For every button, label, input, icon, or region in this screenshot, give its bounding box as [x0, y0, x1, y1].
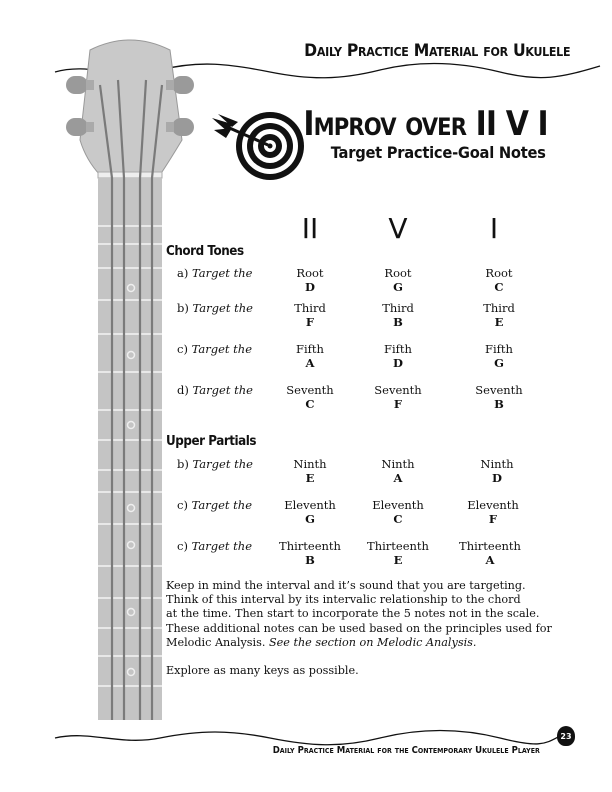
explore-note: Explore as many keys as possible. — [166, 664, 359, 677]
table-cell: Eleventh C — [372, 498, 424, 526]
table-cell: Thirteenth A — [459, 539, 521, 567]
table-cell: Fifth A — [296, 342, 324, 370]
column-header-i: I — [489, 212, 499, 245]
section-upper-partials: Upper Partials — [166, 434, 257, 449]
target-arrow-icon — [212, 112, 304, 180]
page-title: Improv over II V I — [303, 104, 548, 144]
table-cell: Seventh B — [475, 383, 523, 411]
table-cell: Thirteenth B — [279, 539, 341, 567]
column-header-ii: II — [301, 212, 319, 245]
table-cell: Thirteenth E — [367, 539, 429, 567]
header-title: Daily Practice Material for Ukulele — [303, 41, 570, 61]
row-label: c) Target the — [177, 498, 253, 512]
table-cell: Seventh C — [286, 383, 334, 411]
row-label: c) Target the — [177, 539, 253, 553]
page-number-badge: 23 — [557, 726, 575, 746]
table-cell: Ninth A — [381, 457, 415, 485]
row-label: b) Target the — [177, 301, 253, 315]
table-cell: Ninth E — [293, 457, 327, 485]
table-cell: Root C — [485, 266, 513, 294]
table-cell: Fifth G — [485, 342, 513, 370]
table-cell: Third B — [382, 301, 414, 329]
table-cell: Root D — [296, 266, 324, 294]
row-label: b) Target the — [177, 457, 253, 471]
table-cell: Third F — [294, 301, 326, 329]
page-subtitle: Target Practice-Goal Notes — [331, 143, 546, 162]
table-cell: Third E — [483, 301, 515, 329]
footer-title: Daily Practice Material for the Contemporary Ukulele Player — [272, 745, 540, 756]
row-label: c) Target the — [177, 342, 253, 356]
column-header-v: V — [388, 212, 408, 245]
table-cell: Eleventh F — [467, 498, 519, 526]
bottom-wave-divider — [55, 731, 560, 745]
section-chord-tones: Chord Tones — [166, 244, 244, 259]
row-label: d) Target the — [177, 383, 253, 397]
table-cell: Ninth D — [480, 457, 514, 485]
table-cell: Seventh F — [374, 383, 422, 411]
ukulele-headstock — [66, 40, 194, 175]
body-paragraph: Keep in mind the interval and it’s sound that you are targeting. Think of this interval by its intervalic relationship to the chord at the time. Then start to incorporate the 5 notes not in the scale. These additional notes can be used based on the principles used for Melodic Analysis. See the section on Melodic Analysis. — [166, 579, 552, 649]
table-cell: Eleventh G — [284, 498, 336, 526]
table-cell: Fifth D — [384, 342, 412, 370]
row-label: a) Target the — [177, 266, 253, 280]
table-cell: Root G — [384, 266, 412, 294]
